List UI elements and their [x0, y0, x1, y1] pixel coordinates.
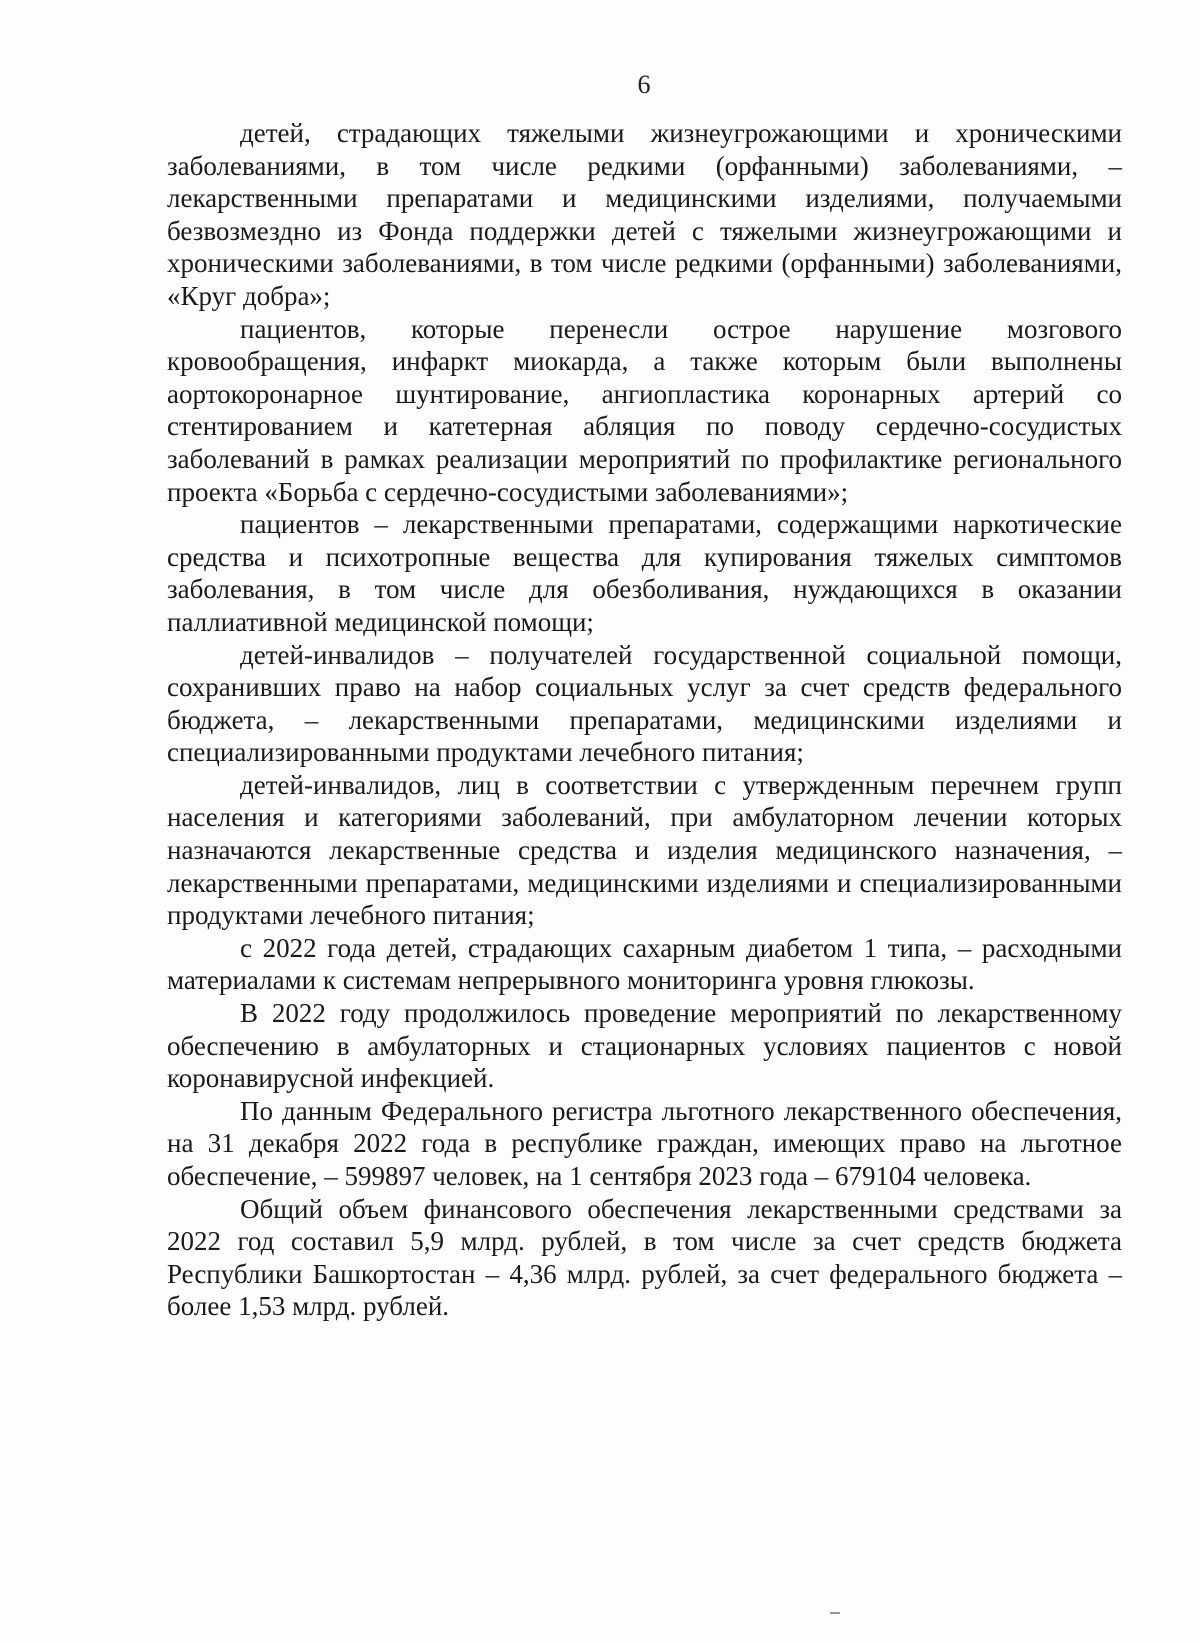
paragraph-disabled-children-groups: детей-инвалидов, лиц в соответствии с утвержденным перечнем групп населения и категориями заболеваний, при амбулаторном лечении которых назначаются лекарственные средства и изделия медицинского назначения, – лекарственными препаратами, медицинскими изделиями и специализированными продуктами лечебного питания;	[167, 769, 1122, 931]
document-body	[167, 117, 1122, 1323]
scan-artifact-mark	[830, 1612, 840, 1614]
paragraph-children-severe-diseases: детей, страдающих тяжелыми жизнеугрожающими и хроническими заболеваниями, в том числе редкими (орфанными) заболеваниями, – лекарственными препаратами и медицинскими изделиями, получаемыми безвозмездно из Фонда поддержки детей с тяжелыми жизнеугрожающими и хроническими заболеваниями, в том числе редкими (орфанными) заболеваниями, «Круг добра»;	[167, 118, 1122, 311]
paragraph-palliative-patients: пациентов – лекарственными препаратами, содержащими наркотические средства и психотропные вещества для купирования тяжелых симптомов заболевания, в том числе для обезболивания, нуждающихся в оказании паллиативной медицинской помощи;	[167, 509, 1122, 637]
paragraph-diabetes-children: с 2022 года детей, страдающих сахарным диабетом 1 типа, – расходными материалами к системам непрерывного мониторинга уровня глюкозы.	[167, 932, 1122, 996]
paragraph-cardiovascular-patients: пациентов, которые перенесли острое нарушение мозгового кровообращения, инфаркт миокарда, а также которым были выполнены аортокоронарное шунтирование, ангиопластика коронарных артерий со стентированием и катетерная абляция по поводу сердечно-сосудистых заболеваний в рамках реализации мероприятий по профилактике регионального проекта «Борьба с сердечно-сосудистыми заболеваниями»;	[167, 313, 1122, 507]
paragraph-financing-total: Общий объем финансового обеспечения лекарственными средствами за 2022 год составил 5,9 млрд. рублей, в том числе за счет средств бюджета Республики Башкортостан – 4,36 млрд. рублей, за счет федерального бюджета – более 1,53 млрд. рублей.	[167, 1193, 1122, 1322]
paragraph-covid-provision: В 2022 году продолжилось проведение мероприятий по лекарственному обеспечению в амбулаторных и стационарных условиях пациентов с новой коронавирусной инфекцией.	[167, 998, 1122, 1094]
page-number: 6	[637, 70, 651, 99]
paragraph-disabled-children-social-aid: детей-инвалидов – получателей государственной социальной помощи, сохранивших право на набор социальных услуг за счет средств федерального бюджета, – лекарственными препаратами, медицинскими изделиями и специализированными продуктами лечебного питания;	[167, 639, 1122, 768]
paragraph-federal-register: По данным Федерального регистра льготного лекарственного обеспечения, на 31 декабря 2022 года в республике граждан, имеющих право на льготное обеспечение, – 599897 человек, на 1 сентября 2023 года – 679104 человека.	[167, 1095, 1122, 1191]
